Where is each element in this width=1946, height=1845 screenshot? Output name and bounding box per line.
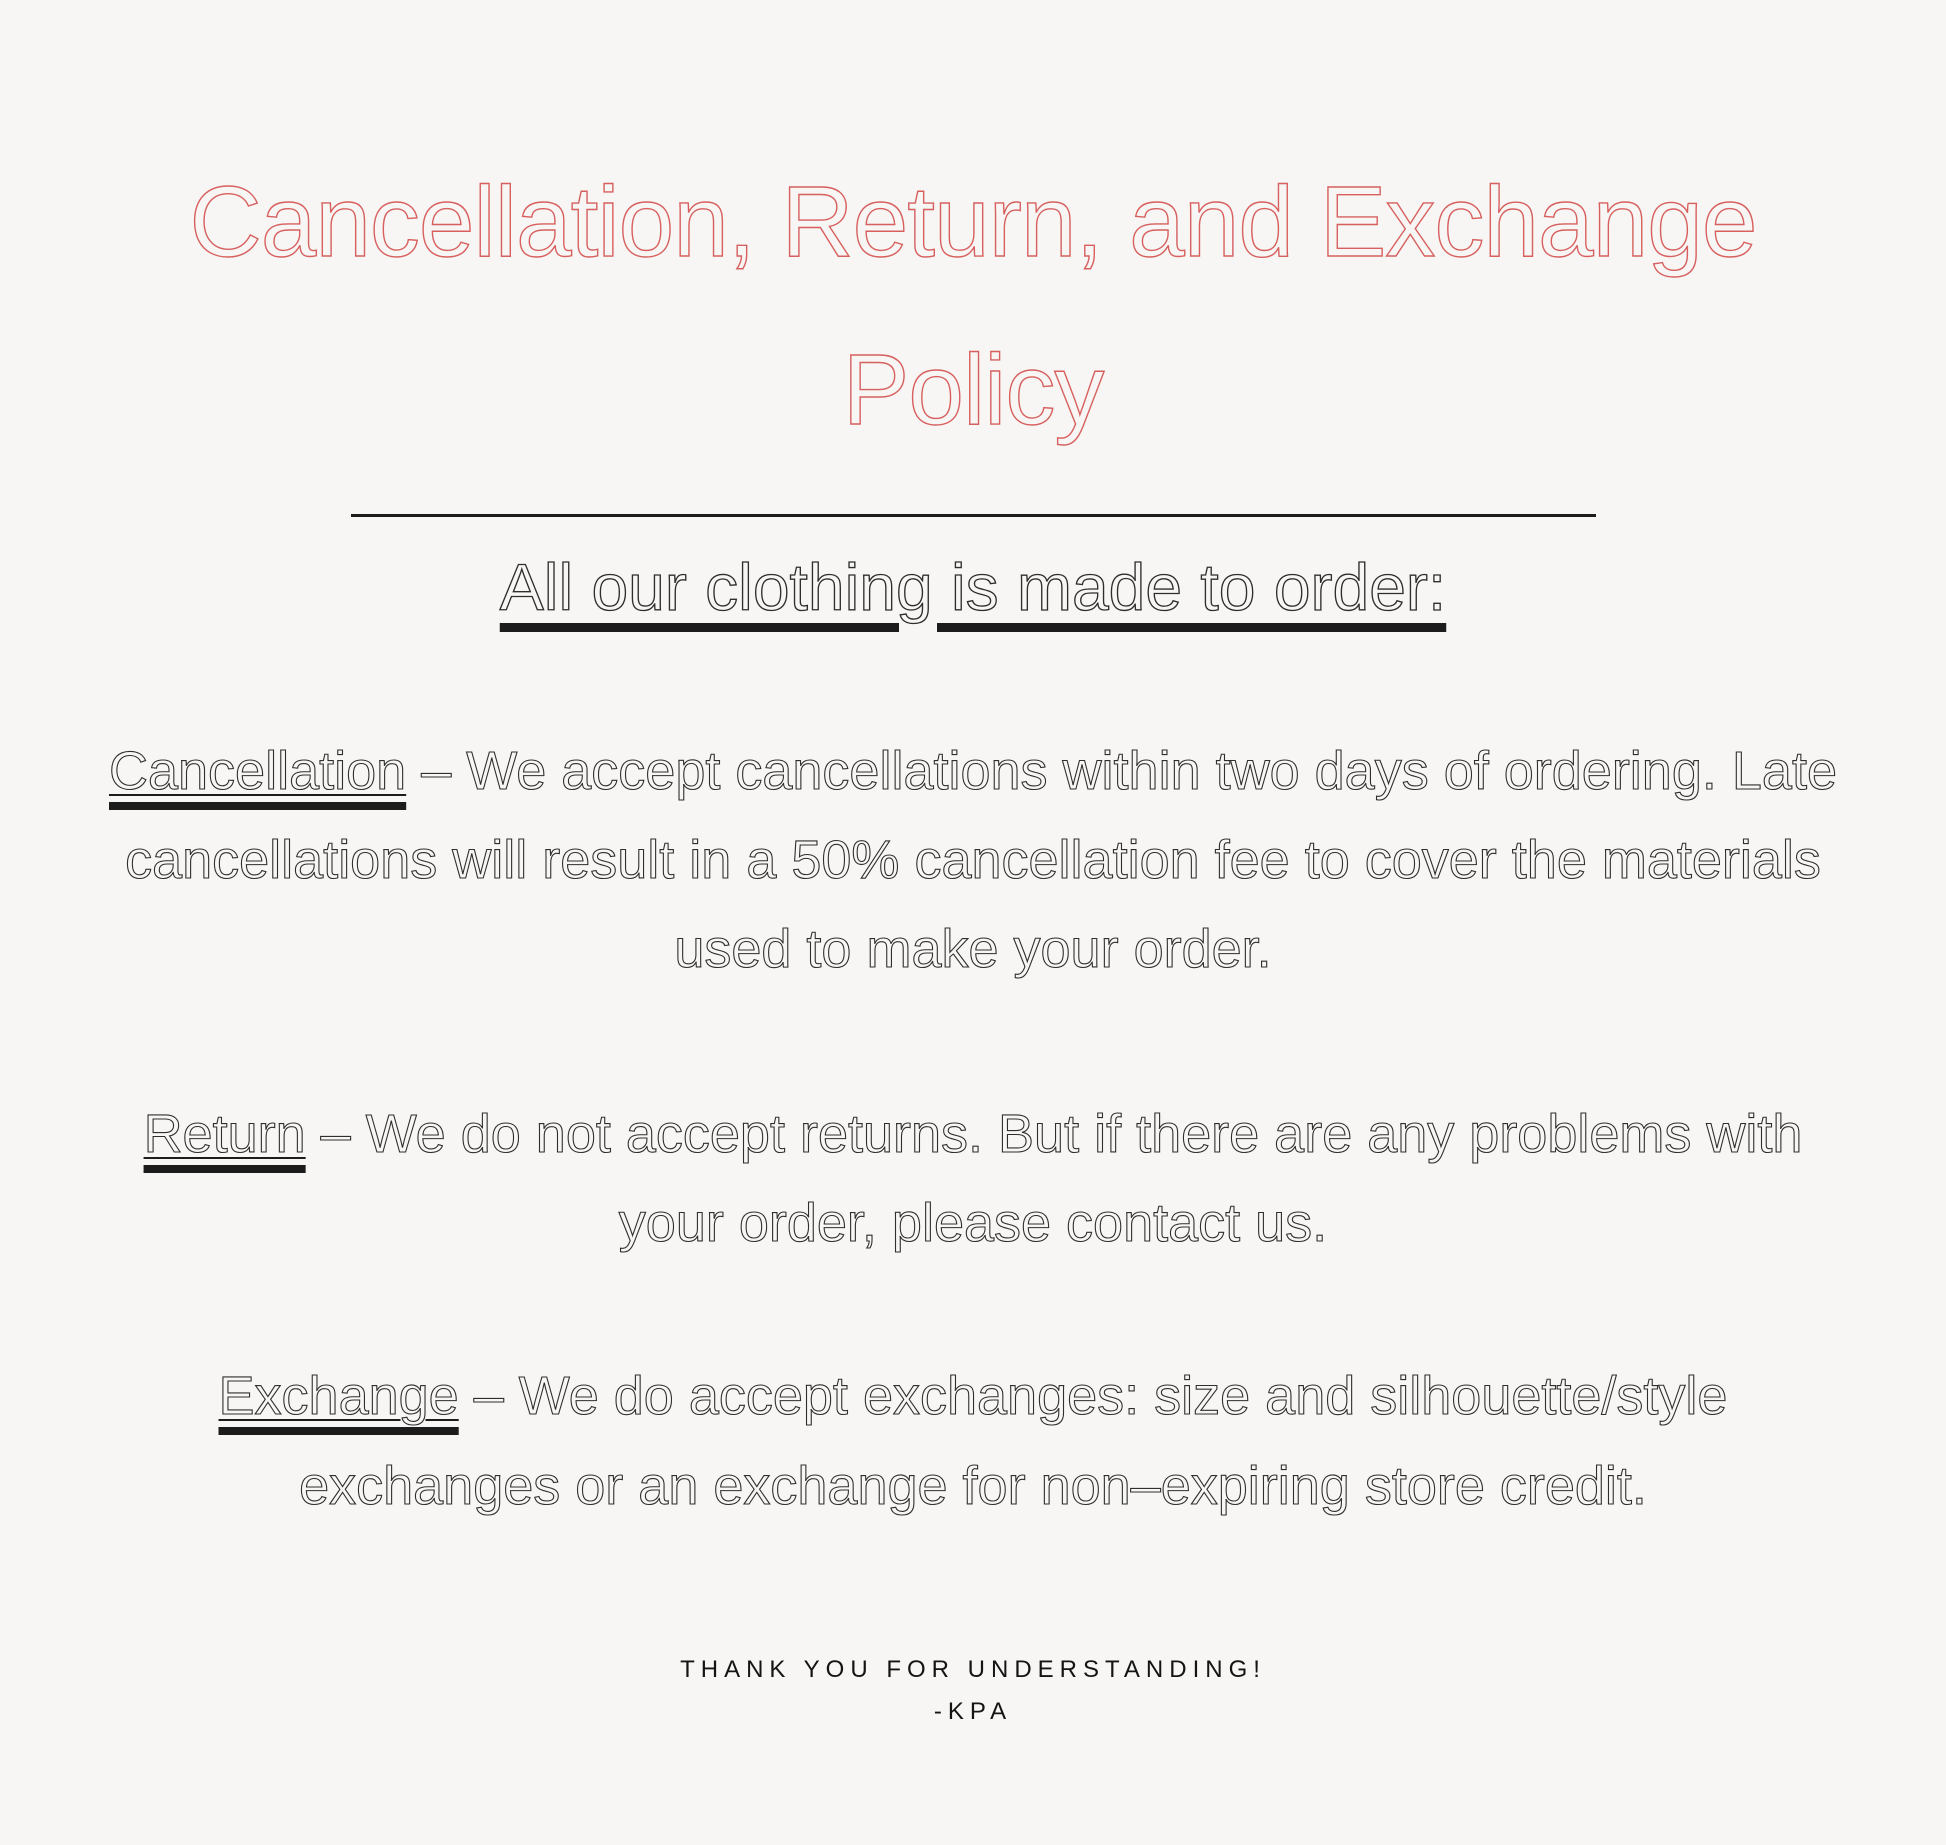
footer-note: [0, 1649, 1946, 1733]
return-term-label: Return: [143, 1104, 306, 1165]
cancellation-term: [109, 741, 406, 801]
exchange-policy-paragraph: [93, 1352, 1853, 1530]
cancellation-policy-text: – We accept cancellations within two days of ordering. Late cancellations will result in a 50% cancellation fee to cover the materials used to make your order.: [125, 741, 1837, 980]
exchange-term: [219, 1366, 459, 1426]
footer-thanks-line: THANK YOU FOR UNDERSTANDING!: [680, 1655, 1266, 1683]
exchange-policy-text: – We do accept exchanges: size and silhouette/style exchanges or an exchange for non–expiring store credit.: [299, 1366, 1728, 1516]
cancellation-policy-paragraph: [93, 727, 1853, 994]
return-term: [144, 1104, 306, 1164]
made-to-order-heading: All our clothing is made to order:: [499, 550, 1447, 624]
return-policy-text: – We do not accept returns. But if there are any problems with your order, please contact us.: [305, 1104, 1803, 1254]
footer-signature: -KPA: [933, 1697, 1013, 1725]
title-line-1: Cancellation, Return, and Exchange: [189, 166, 1757, 278]
title-divider: [351, 514, 1596, 517]
title-line-2: Policy: [842, 334, 1104, 446]
cancellation-term-label: Cancellation: [109, 741, 407, 801]
return-policy-paragraph: [93, 1090, 1853, 1268]
exchange-term-label: Exchange: [218, 1366, 459, 1427]
page-title: [0, 138, 1946, 474]
